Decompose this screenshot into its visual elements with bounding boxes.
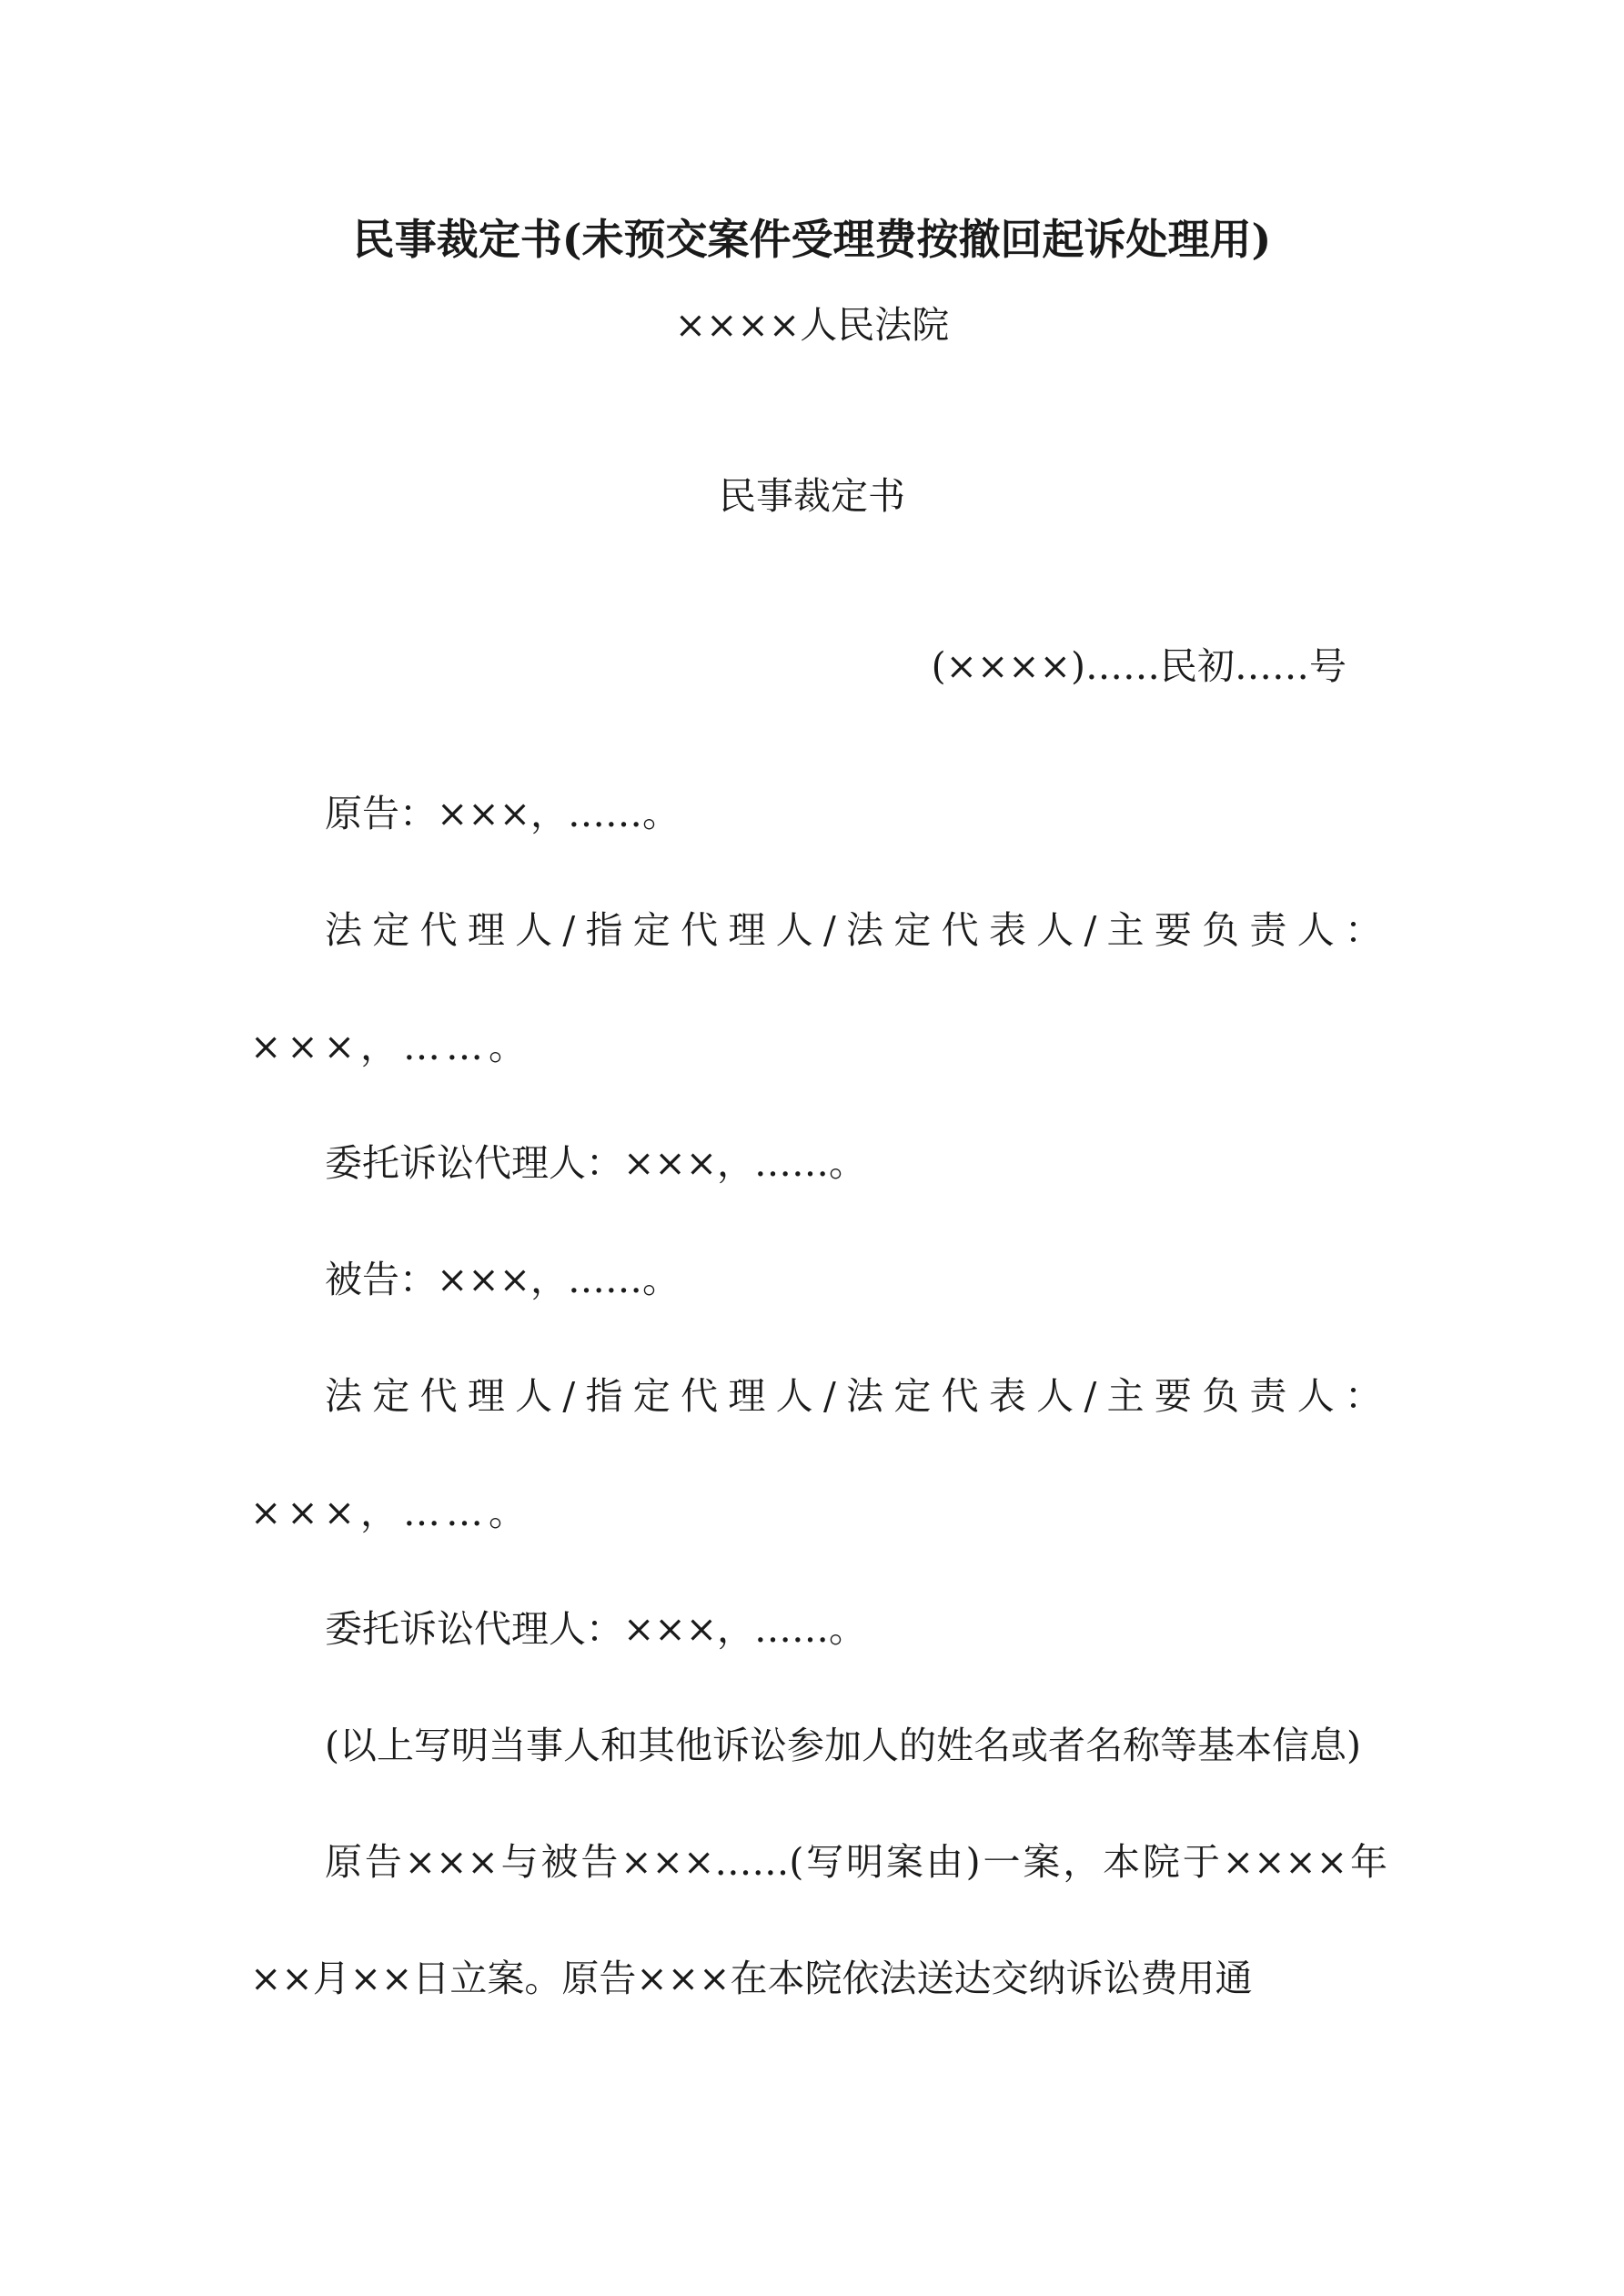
document-type-heading: 民事裁定书 [719, 474, 905, 518]
court-name: ××××人民法院 [674, 303, 950, 347]
paragraph-defendant: 被告：×××，……。 [325, 1258, 681, 1301]
paragraph-plaintiff: 原告：×××，……。 [325, 792, 681, 835]
paragraph-plaintiff-agent: 委托诉讼代理人：×××，……。 [325, 1141, 867, 1185]
paragraph-defendant-agent: 委托诉讼代理人：×××，……。 [325, 1607, 867, 1651]
paragraph-defendant-representative: 法定代理人/指定代理人/法定代表人/主要负责人：×××，……。 [250, 1374, 1387, 1534]
paragraph-plaintiff-representative: 法定代理人/指定代理人/法定代表人/主要负责人：×××，……。 [250, 908, 1387, 1068]
paragraph-parties-note: (以上写明当事人和其他诉讼参加人的姓名或者名称等基本信息) [325, 1724, 1361, 1767]
case-number: (××××)……民初……号 [931, 644, 1347, 688]
document-body [250, 755, 1387, 2037]
document-title: 民事裁定书(未预交案件受理费按撤回起诉处理用) [352, 215, 1272, 264]
paragraph-case-summary: 原告×××与被告×××……(写明案由)一案，本院于××××年××月××日立案。原告×××在本院依法送达交纳诉讼费用通 [250, 1840, 1387, 2000]
